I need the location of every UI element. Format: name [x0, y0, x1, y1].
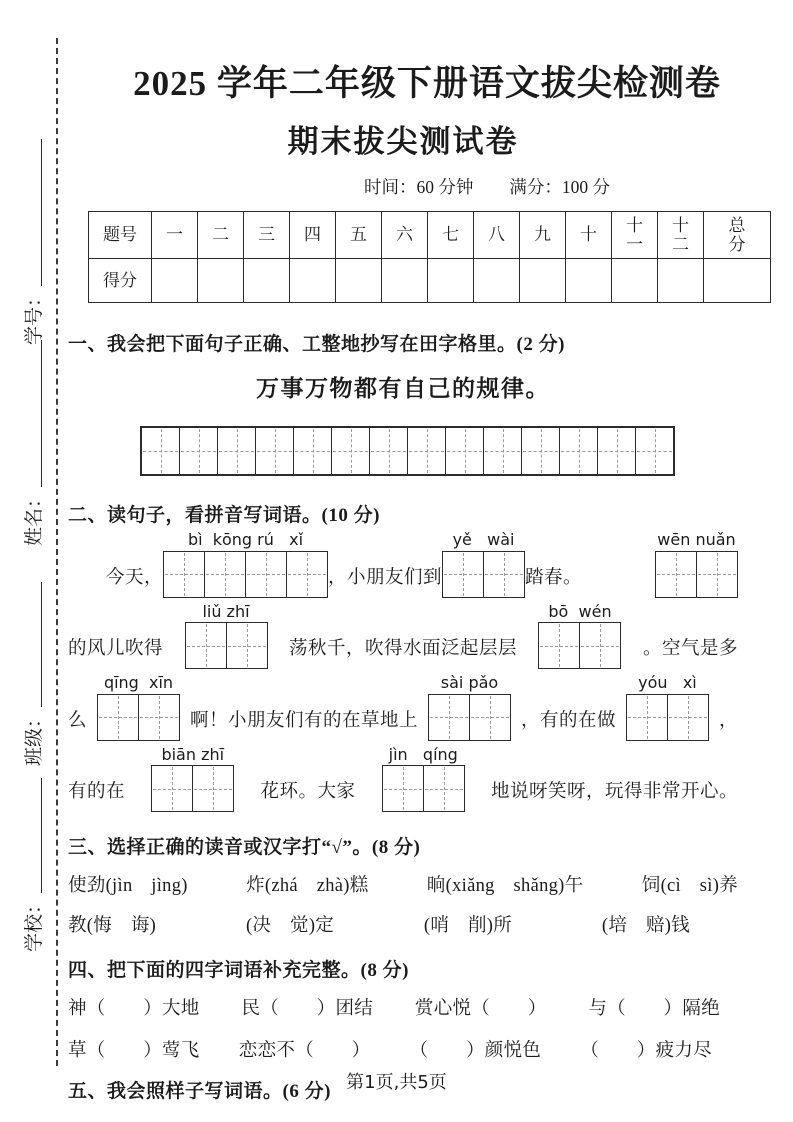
answer-box: [656, 552, 696, 597]
pinyin-answer-group: [151, 746, 234, 813]
tianzige-cell: [483, 428, 521, 474]
answer-boxes: [185, 622, 268, 669]
question-number-cell: 十 一: [612, 212, 658, 259]
pinyin-answer-group: [185, 603, 268, 670]
tianzige-grid: [140, 426, 675, 476]
section-2-lines: [68, 531, 738, 812]
seal-field: [14, 580, 44, 766]
answer-box: [204, 552, 245, 597]
sentence-text: ，有的在做: [520, 710, 616, 731]
score-cell: [474, 259, 520, 303]
seal-field-blank: [41, 582, 42, 707]
idiom-item: （ ）颜悦色: [409, 1041, 542, 1062]
option-item: (哨 削)所: [423, 916, 513, 937]
tianzige-cell: [521, 428, 559, 474]
tianzige-cell: [559, 428, 597, 474]
answer-box: [383, 766, 423, 811]
answer-box: [469, 695, 510, 740]
sentence-text: 踏春。: [525, 567, 583, 588]
tianzige-cell: [293, 428, 331, 474]
sentence-text: ，小朋友们到: [328, 567, 443, 588]
answer-box: [286, 552, 327, 597]
seal-field-blank: [41, 139, 42, 286]
pinyin-line: [68, 674, 738, 741]
answer-box: [539, 623, 579, 668]
score-cell: [658, 259, 704, 303]
score-cell: [612, 259, 658, 303]
score-cell: [382, 259, 428, 303]
pinyin-line: [68, 746, 738, 813]
answer-box: [164, 552, 204, 597]
tianzige-cell: [217, 428, 255, 474]
pinyin-answer-group: [655, 531, 738, 598]
answer-box: [423, 766, 464, 811]
option-row: [68, 911, 738, 937]
answer-boxes: [151, 765, 234, 812]
tianzige-cell: [445, 428, 483, 474]
score-row-header: 得分: [89, 259, 152, 303]
score-cell: [152, 259, 198, 303]
answer-box: [245, 552, 286, 597]
score-cell: [198, 259, 244, 303]
score-cell: [704, 259, 771, 303]
question-number-cell: 五: [336, 212, 382, 259]
section-4-rows: [68, 994, 738, 1062]
idiom-item: 民（ ）团结: [241, 999, 374, 1020]
tianzige-cell: [597, 428, 635, 474]
answer-box: [483, 552, 524, 597]
option-row: [68, 871, 738, 897]
option-row: [68, 1036, 738, 1062]
option-row: [68, 994, 738, 1020]
full-score: 满分：100 分: [509, 177, 610, 197]
answer-box: [226, 623, 267, 668]
pinyin-label: sài pǎo: [440, 673, 499, 693]
pinyin-answer-group: [382, 746, 465, 813]
seal-field-blank: [41, 778, 42, 893]
seal-cut-line: [56, 38, 58, 1066]
pinyin-label: biān zhī: [161, 744, 225, 764]
seal-field: [14, 776, 44, 952]
section-2-heading: 二、读句子，看拼音写词语。(10 分): [68, 505, 380, 526]
sentence-text: 。空气是多: [642, 639, 738, 660]
exam-title: 2025 学年二年级下册语文拔尖检测卷: [133, 64, 721, 103]
answer-boxes: [538, 622, 621, 669]
answer-box: [627, 695, 667, 740]
tianzige-cell: [331, 428, 369, 474]
tianzige-cell: [369, 428, 407, 474]
option-item: 饲(cì sì)养: [641, 876, 738, 897]
answer-boxes: [382, 765, 465, 812]
sentence-text: ，: [718, 710, 738, 731]
question-number-cell: 九: [520, 212, 566, 259]
sentence-text: 么: [68, 710, 88, 731]
pinyin-label: yóu xì: [638, 673, 697, 693]
section-4-heading: 四、把下面的四字词语补充完整。(8 分): [68, 960, 409, 982]
option-item: 使劲(jìn jìng): [68, 876, 188, 897]
score-table-score-row: [89, 259, 771, 303]
main-content: [68, 0, 746, 1103]
question-number-cell: 十 二: [658, 212, 704, 259]
question-number-cell: 六: [382, 212, 428, 259]
pinyin-answer-group: [163, 531, 328, 598]
idiom-item: 赏心悦（ ）: [414, 999, 547, 1020]
seal-field-label: 姓名：: [24, 488, 45, 546]
seal-field: [14, 338, 44, 546]
score-cell: [244, 259, 290, 303]
exam-meta: [152, 174, 793, 199]
tianzige-cell: [142, 428, 179, 474]
section-5-heading: 五、我会照样子写词语。(6 分): [68, 1081, 331, 1103]
option-item: 晌(xiǎng shǎng)午: [426, 876, 584, 897]
seal-field: [14, 137, 44, 345]
sentence-text: 荡秋千，吹得水面泛起层层: [288, 639, 517, 660]
tianzige-cell: [179, 428, 217, 474]
pinyin-line: [68, 603, 738, 670]
pinyin-label: bō wén: [548, 601, 612, 621]
copy-sentence: 万事万物都有自己的规律。: [256, 376, 550, 401]
answer-box: [138, 695, 179, 740]
option-item: 教(悔 诲): [68, 916, 157, 937]
pinyin-answer-group: [538, 603, 621, 670]
score-cell: [336, 259, 382, 303]
pinyin-line: [106, 531, 738, 598]
sentence-text: 今天，: [106, 567, 164, 588]
section-3-rows: [68, 871, 738, 937]
question-number-header: 题号: [89, 212, 152, 259]
question-number-cell: 总 分: [704, 212, 771, 259]
section-3-heading: 三、选择正确的读音或汉字打“√”。(8 分): [68, 837, 421, 859]
pinyin-answer-group: [442, 531, 525, 598]
question-number-cell: 七: [428, 212, 474, 259]
sentence-text: 啊！小朋友们有的在草地上: [189, 710, 418, 731]
pinyin-label: jìn qíng: [388, 744, 458, 764]
page-footer: 第1页,共5页: [346, 1072, 447, 1093]
pinyin-label: yě wài: [452, 530, 515, 549]
sentence-text: 的风儿吹得: [68, 639, 164, 660]
section-1-heading: 一、我会把下面句子正确、工整地抄写在田字格里。(2 分): [68, 334, 565, 355]
option-item: 炸(zhá zhà)糕: [246, 876, 369, 897]
pinyin-label: liǔ zhī: [202, 601, 250, 621]
option-item: (决 觉)定: [245, 916, 335, 937]
score-cell: [428, 259, 474, 303]
answer-box: [152, 766, 192, 811]
sentence-text: 花环。大家: [260, 782, 356, 803]
tianzige-cell: [635, 428, 673, 474]
question-number-cell: 十: [566, 212, 612, 259]
exam-subtitle: 期末拔尖测试卷: [287, 124, 519, 159]
tianzige-cell: [407, 428, 445, 474]
idiom-item: （ ）疲力尽: [580, 1041, 712, 1062]
score-cell: [520, 259, 566, 303]
answer-boxes: [626, 694, 709, 741]
idiom-item: 神（ ）大地: [68, 999, 200, 1020]
answer-box: [192, 766, 233, 811]
score-cell: [566, 259, 612, 303]
answer-boxes: [428, 694, 511, 741]
question-number-cell: 一: [152, 212, 198, 259]
answer-box: [696, 552, 737, 597]
option-item: (培 赔)钱: [601, 916, 690, 937]
question-number-cell: 三: [244, 212, 290, 259]
question-number-cell: 四: [290, 212, 336, 259]
answer-box: [429, 695, 469, 740]
pinyin-answer-group: [626, 674, 709, 741]
pinyin-answer-group: [97, 674, 180, 741]
idiom-item: 与（ ）隔绝: [588, 999, 720, 1020]
idiom-item: 草（ ）莺飞: [68, 1041, 200, 1062]
time-limit: 时间：60 分钟: [364, 177, 474, 197]
seal-field-label: 学号：: [24, 287, 45, 345]
answer-box: [579, 623, 620, 668]
answer-boxes: [163, 551, 328, 598]
score-cell: [290, 259, 336, 303]
question-number-cell: 八: [474, 212, 520, 259]
seal-field-label: 班级：: [24, 708, 45, 766]
tianzige-cell: [255, 428, 293, 474]
answer-box: [443, 552, 483, 597]
question-number-cell: 二: [198, 212, 244, 259]
answer-boxes: [97, 694, 180, 741]
seal-field-blank: [41, 340, 42, 487]
sentence-text: 有的在: [68, 782, 126, 803]
sentence-text: 地说呀笑呀，玩得非常开心。: [490, 782, 738, 803]
answer-box: [667, 695, 708, 740]
idiom-item: 恋恋不（ ）: [238, 1041, 371, 1062]
pinyin-label: bì kōng rú xǐ: [187, 530, 304, 549]
seal-field-label: 学校：: [24, 894, 45, 952]
answer-box: [186, 623, 226, 668]
pinyin-label: wēn nuǎn: [657, 530, 736, 549]
score-table-header-row: [89, 212, 771, 259]
answer-box: [98, 695, 138, 740]
pinyin-label: qīng xīn: [103, 673, 174, 693]
answer-boxes: [655, 551, 738, 598]
pinyin-answer-group: [428, 674, 511, 741]
answer-boxes: [442, 551, 525, 598]
score-table: [88, 211, 771, 303]
